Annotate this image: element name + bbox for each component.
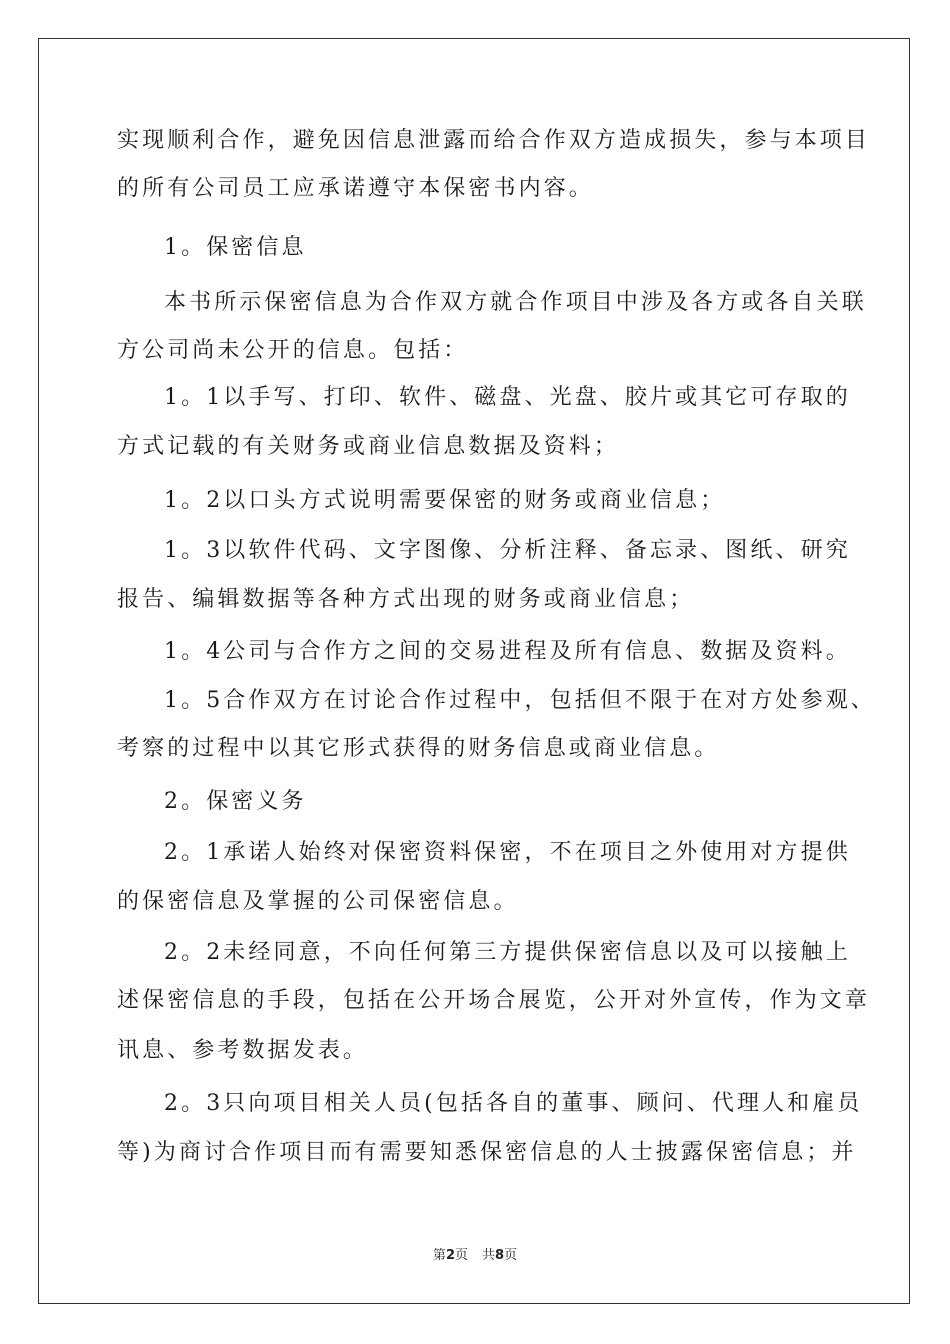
paragraph-line: 述保密信息的手段，包括在公开场合展览，公开对外宣传，作为文章 [117, 988, 871, 1013]
paragraph-line: 实现顺利合作，避免因信息泄露而给合作双方造成损失，参与本项目 [117, 128, 871, 153]
paragraph-line: 本书所示保密信息为合作双方就合作项目中涉及各方或各自关联 [164, 290, 867, 315]
total-pages: 8 [495, 1248, 505, 1263]
page-number: 2 [445, 1248, 455, 1263]
page-footer [0, 1244, 950, 1263]
paragraph-line: 的所有公司员工应承诺遵守本保密书内容。 [117, 176, 594, 201]
paragraph-line: 1。2以口头方式说明需要保密的财务或商业信息； [164, 488, 726, 513]
paragraph-line: 的保密信息及掌握的公司保密信息。 [117, 889, 519, 914]
section-heading: 2。保密义务 [164, 789, 307, 814]
section-heading: 1。保密信息 [164, 235, 307, 260]
page-prefix: 第 [432, 1248, 446, 1263]
paragraph-line: 2。2未经同意，不向任何第三方提供保密信息以及可以接触上 [164, 940, 851, 965]
paragraph-line: 讯息、参考数据发表。 [117, 1038, 369, 1063]
paragraph-line: 2。3只向项目相关人员(包括各自的董事、顾问、代理人和雇员 [164, 1091, 863, 1116]
paragraph-line: 方公司尚未公开的信息。包括： [117, 338, 469, 363]
paragraph-line: 考察的过程中以其它形式获得的财务信息或商业信息。 [117, 736, 720, 761]
paragraph-line: 方式记载的有关财务或商业信息数据及资料； [117, 434, 620, 459]
total-prefix: 共 [482, 1248, 496, 1263]
total-suffix: 页 [504, 1248, 518, 1263]
paragraph-line: 报告、编辑数据等各种方式出现的财务或商业信息； [117, 587, 695, 612]
paragraph-line: 1。4公司与合作方之间的交易进程及所有信息、数据及资料。 [164, 639, 851, 664]
paragraph-line: 1。3以软件代码、文字图像、分析注释、备忘录、图纸、研究 [164, 538, 851, 563]
paragraph-line: 2。1承诺人始终对保密资料保密，不在项目之外使用对方提供 [164, 840, 851, 865]
page-suffix: 页 [454, 1248, 468, 1263]
paragraph-line: 等)为商讨合作项目而有需要知悉保密信息的人士披露保密信息；并 [117, 1140, 857, 1165]
paragraph-line: 1。5合作双方在讨论合作过程中，包括但不限于在对方处参观、 [164, 688, 876, 713]
paragraph-line: 1。1以手写、打印、软件、磁盘、光盘、胶片或其它可存取的 [164, 385, 851, 410]
